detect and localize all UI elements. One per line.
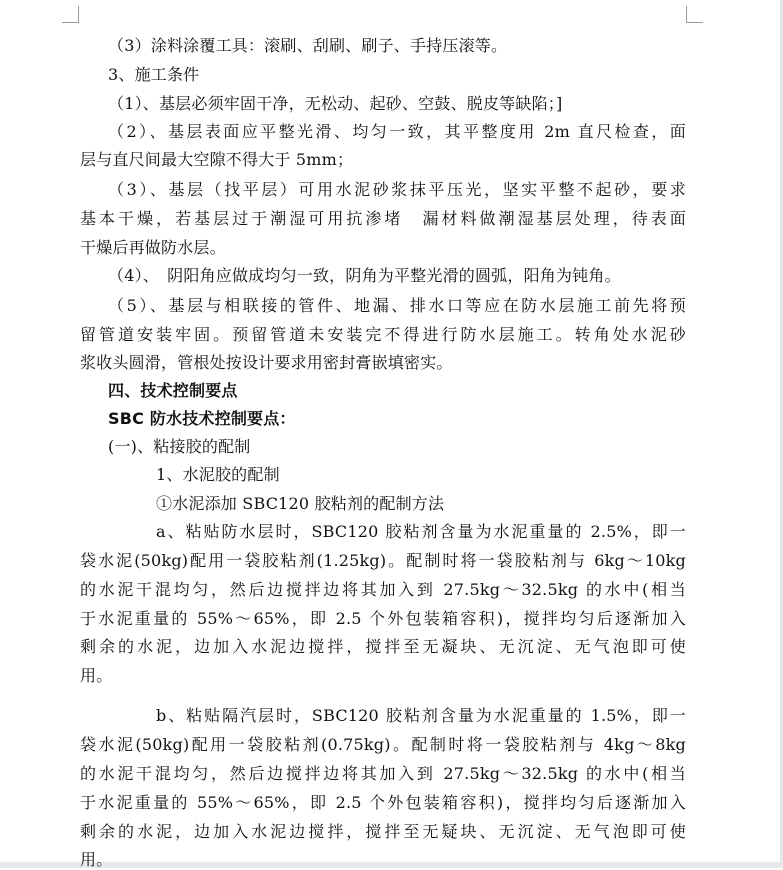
paragraph-line: （3）、基层（找平层）可用水泥砂浆抹平压光，坚实平整不起砂，要求 (108, 180, 686, 199)
paragraph-line: 基本干燥，若基层过于潮湿可用抗渗堵 漏材料做潮湿基层处理，待表面 (80, 209, 686, 228)
paragraph-line: 干燥后再做防水层。 (80, 238, 226, 257)
paragraph-line: 留管道安装牢固。预留管道未安装完不得进行防水层施工。转角处水泥砂 (80, 325, 686, 344)
paragraph-line: (一)、粘接胶的配制 (108, 437, 251, 456)
paragraph-line: （5）、基层与相联接的管件、地漏、排水口等应在防水层施工前先将预 (108, 296, 686, 315)
paragraph-line: 的水泥干混均匀，然后边搅拌边将其加入到 27.5kg～32.5kg 的水中(相当 (80, 580, 686, 599)
page-bottom-border (0, 862, 783, 868)
paragraph-line: a、粘贴防水层时，SBC120 胶粘剂含量为水泥重量的 2.5%，即一 (156, 522, 686, 541)
paragraph-line: ①水泥添加 SBC120 胶粘剂的配制方法 (156, 494, 445, 513)
paragraph-line: （3）涂料涂覆工具：滚刷、刮刷、刷子、手持压滚等。 (108, 36, 508, 55)
crop-mark-top-left (62, 6, 79, 23)
paragraph-line: （2）、基层表面应平整光滑、均匀一致，其平整度用 2m 直尺检查，面 (108, 122, 686, 141)
paragraph-line: 3、施工条件 (108, 65, 200, 84)
crop-mark-top-right (686, 6, 703, 23)
paragraph-line: 于水泥重量的 55%～65%，即 2.5 个外包装箱容积)，搅拌均匀后逐渐加入 (80, 609, 686, 628)
paragraph-line: （1）、基层必须牢固干净，无松动、起砂、空鼓、脱皮等缺陷；] (108, 94, 563, 113)
section-heading: 四、技术控制要点 (108, 381, 238, 400)
paragraph-line: 剩余的水泥，边加入水泥边搅拌，搅拌至无疑块、无沉淀、无气泡即可使 (80, 822, 686, 841)
paragraph-line: （4）、 阴阳角应做成均匀一致，阴角为平整光滑的圆弧，阳角为钝角。 (108, 266, 621, 285)
paragraph-line: 1、水泥胶的配制 (156, 465, 280, 484)
paragraph-line: 的水泥干混均匀，然后边搅拌边将其加入到 27.5kg～32.5kg 的水中(相当 (80, 764, 686, 783)
paragraph-line: 于水泥重量的 55%～65%，即 2.5 个外包装箱容积)，搅拌均匀后逐渐加入 (80, 793, 686, 812)
paragraph-line: 用。 (80, 666, 113, 685)
paragraph-line: b、粘贴隔汽层时，SBC120 胶粘剂含量为水泥重量的 1.5%，即一 (156, 706, 686, 725)
paragraph-line: 剩余的水泥，边加入水泥边搅拌，搅拌至无凝块、无沉淀、无气泡即可使 (80, 637, 686, 656)
section-heading: SBC 防水技术控制要点： (108, 409, 296, 428)
paragraph-line: 袋水泥(50kg)配用一袋胶粘剂(1.25kg)。配制时将一袋胶粘剂与 6kg～10kg (80, 551, 686, 570)
paragraph-line: 用。 (80, 850, 113, 869)
paragraph-line: 浆收头圆滑，管根处按设计要求用密封膏嵌填密实。 (80, 353, 453, 372)
paragraph-line: 袋水泥(50kg)配用一袋胶粘剂(0.75kg)。配制时将一袋胶粘剂与 4kg～8kg (80, 735, 686, 754)
paragraph-line: 层与直尺间最大空隙不得大于 5mm； (80, 150, 354, 169)
